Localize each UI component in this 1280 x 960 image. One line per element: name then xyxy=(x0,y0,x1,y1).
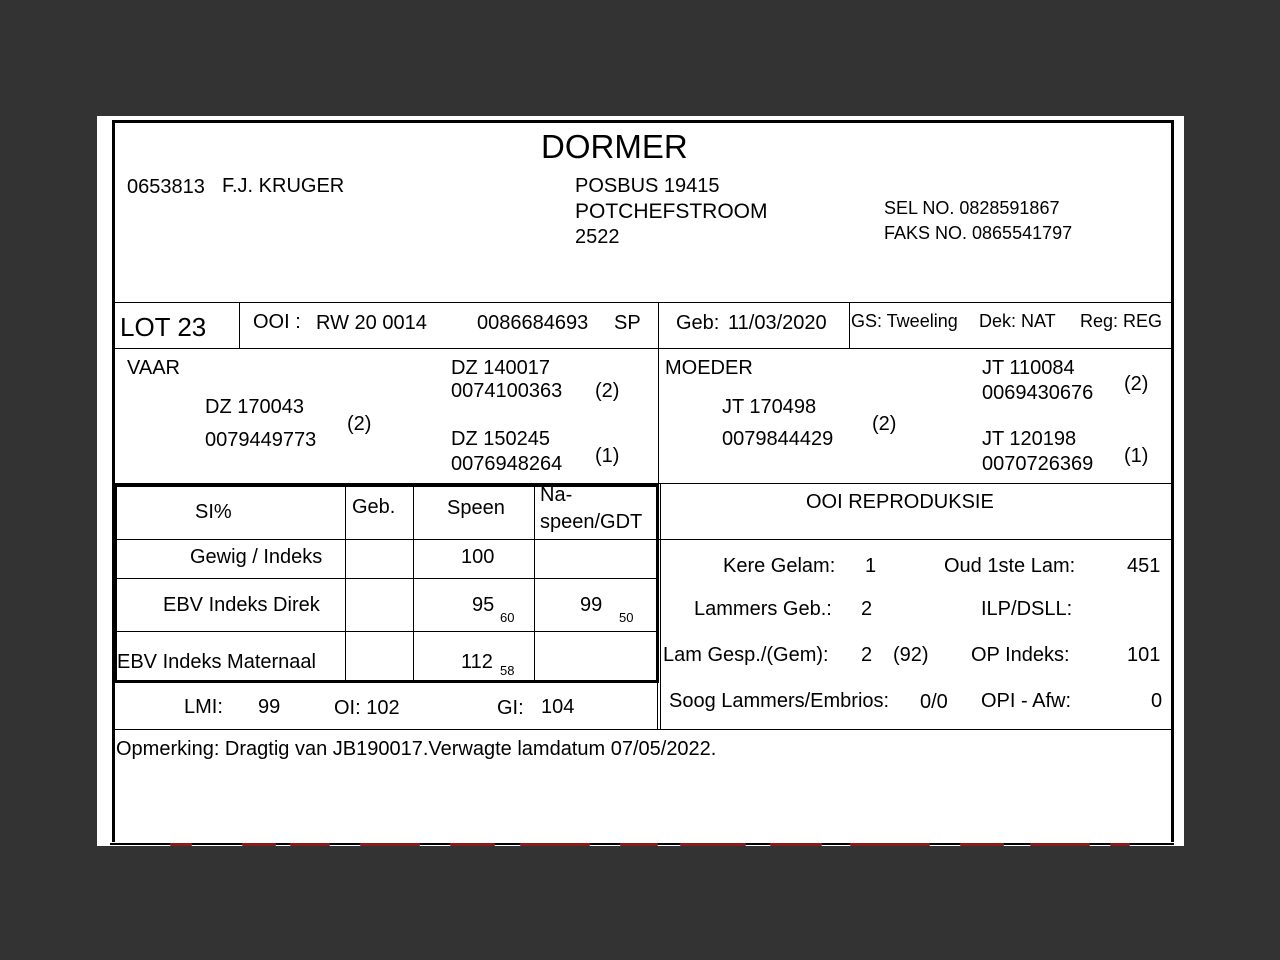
op-index-label: OP Indeks: xyxy=(971,644,1070,666)
dam-score: (2) xyxy=(872,413,897,435)
oi-value: OI: 102 xyxy=(334,697,400,719)
ooi-label: OOI : xyxy=(253,311,301,333)
sire-sire-id: DZ 140017 xyxy=(451,357,550,379)
birth-status: GS: Tweeling xyxy=(851,311,958,331)
op-index-value: 101 xyxy=(1127,644,1161,666)
suckled-lambs-label: Soog Lammers/Embrios: xyxy=(669,690,890,712)
table-border xyxy=(656,484,659,683)
divider xyxy=(660,484,661,730)
address-line-1: POSBUS 19415 xyxy=(575,175,720,197)
fax-number: FAKS NO. 0865541797 xyxy=(884,223,1073,243)
ilp-label: ILP/DSLL: xyxy=(981,598,1073,620)
lmi-label: LMI: xyxy=(184,696,223,718)
row-label-ebv-direct: EBV Indeks Direk xyxy=(163,594,320,616)
opi-deviation-value: 0 xyxy=(1151,690,1163,712)
weight-index-weaning: 100 xyxy=(461,546,495,568)
mating-type: Dek: NAT xyxy=(979,311,1056,331)
dam-dam-score: (1) xyxy=(1124,445,1149,467)
divider xyxy=(657,683,658,729)
address-line-2: POTCHEFSTROOM xyxy=(575,200,768,223)
dam-registration: 0079844429 xyxy=(722,428,834,450)
column-header-birth: Geb. xyxy=(352,496,396,518)
column-header-si: SI% xyxy=(195,501,232,523)
suckled-lambs-value: 0/0 xyxy=(920,691,948,713)
dam-sire-id: JT 110084 xyxy=(982,357,1075,379)
divider xyxy=(658,348,659,483)
registration-status: Reg: REG xyxy=(1080,311,1163,331)
sire-sire-score: (2) xyxy=(595,380,620,402)
age-first-lamb-value: 451 xyxy=(1127,555,1161,577)
sire-dam-score: (1) xyxy=(595,445,620,467)
lambings-label: Kere Gelam: xyxy=(723,555,836,577)
sire-label: VAAR xyxy=(127,357,180,379)
divider xyxy=(115,348,1173,349)
breeder-number: 0653813 xyxy=(127,176,205,198)
dam-dam-registration: 0070726369 xyxy=(982,453,1094,475)
ebv-direct-weaning: 95 xyxy=(472,594,495,616)
divider xyxy=(658,302,659,348)
address-line-3: 2522 xyxy=(575,226,620,248)
lambs-weaned-value: 2 xyxy=(861,644,873,666)
divider xyxy=(239,302,240,348)
dam-sire-registration: 0069430676 xyxy=(982,382,1094,404)
cell-number: SEL NO. 0828591867 xyxy=(884,198,1060,218)
ebv-direct-post-weaning-accuracy: 50 xyxy=(619,610,634,625)
dam-label: MOEDER xyxy=(665,357,753,379)
lambs-weaned-label: Lam Gesp./(Gem): xyxy=(663,644,829,666)
remark: Opmerking: Dragtig van JB190017.Verwagte lamdatum 07/05/2022. xyxy=(116,738,717,760)
lmi-value: 99 xyxy=(258,696,281,718)
column-header-post-weaning-1: Na- xyxy=(540,484,573,506)
lambs-born-value: 2 xyxy=(861,598,873,620)
birth-date: 11/03/2020 xyxy=(728,312,827,334)
divider xyxy=(115,578,658,579)
lambings-value: 1 xyxy=(865,555,877,577)
table-border xyxy=(114,680,659,683)
dam-id: JT 170498 xyxy=(722,396,817,418)
reproduction-title: OOI REPRODUKSIE xyxy=(806,491,994,513)
row-label-ebv-maternal: EBV Indeks Maternaal xyxy=(117,651,316,673)
divider xyxy=(115,302,1173,303)
divider xyxy=(345,486,346,681)
ebv-maternal-weaning-accuracy: 58 xyxy=(500,663,515,678)
ebv-direct-post-weaning: 99 xyxy=(580,594,603,616)
lambs-weaned-average: (92) xyxy=(893,644,929,666)
dam-dam-id: JT 120198 xyxy=(982,428,1077,450)
breeder-name: F.J. KRUGER xyxy=(222,175,345,197)
divider xyxy=(534,486,535,681)
gi-value: 104 xyxy=(541,696,575,718)
sire-sire-registration: 0074100363 xyxy=(451,380,563,402)
column-header-weaning: Speen xyxy=(447,497,505,519)
table-border xyxy=(114,484,659,487)
birth-label: Geb: xyxy=(676,312,720,334)
breed-title: DORMER xyxy=(541,128,688,165)
ebv-maternal-weaning: 112 xyxy=(461,651,493,673)
divider xyxy=(115,539,1173,540)
divider xyxy=(115,729,1173,730)
row-label-weight-index: Gewig / Indeks xyxy=(190,546,323,568)
opi-deviation-label: OPI - Afw: xyxy=(981,690,1072,712)
footer-text-remnant xyxy=(160,841,1140,847)
sire-id: DZ 170043 xyxy=(205,396,304,418)
column-header-post-weaning-2: speen/GDT xyxy=(540,511,643,533)
ooi-registration: 0086684693 xyxy=(477,312,589,334)
divider xyxy=(413,486,414,681)
sire-registration: 0079449773 xyxy=(205,429,317,451)
ooi-id: RW 20 0014 xyxy=(316,312,427,334)
sire-score: (2) xyxy=(347,413,372,435)
divider xyxy=(849,302,850,348)
lambs-born-label: Lammers Geb.: xyxy=(694,598,832,620)
ebv-direct-weaning-accuracy: 60 xyxy=(500,610,515,625)
gi-label: GI: xyxy=(497,697,524,719)
divider xyxy=(115,631,658,632)
ooi-grade: SP xyxy=(614,312,641,334)
sire-dam-id: DZ 150245 xyxy=(451,428,550,450)
age-first-lamb-label: Oud 1ste Lam: xyxy=(944,555,1076,577)
sire-dam-registration: 0076948264 xyxy=(451,453,563,475)
lot-number: LOT 23 xyxy=(120,312,207,342)
dam-sire-score: (2) xyxy=(1124,373,1149,395)
